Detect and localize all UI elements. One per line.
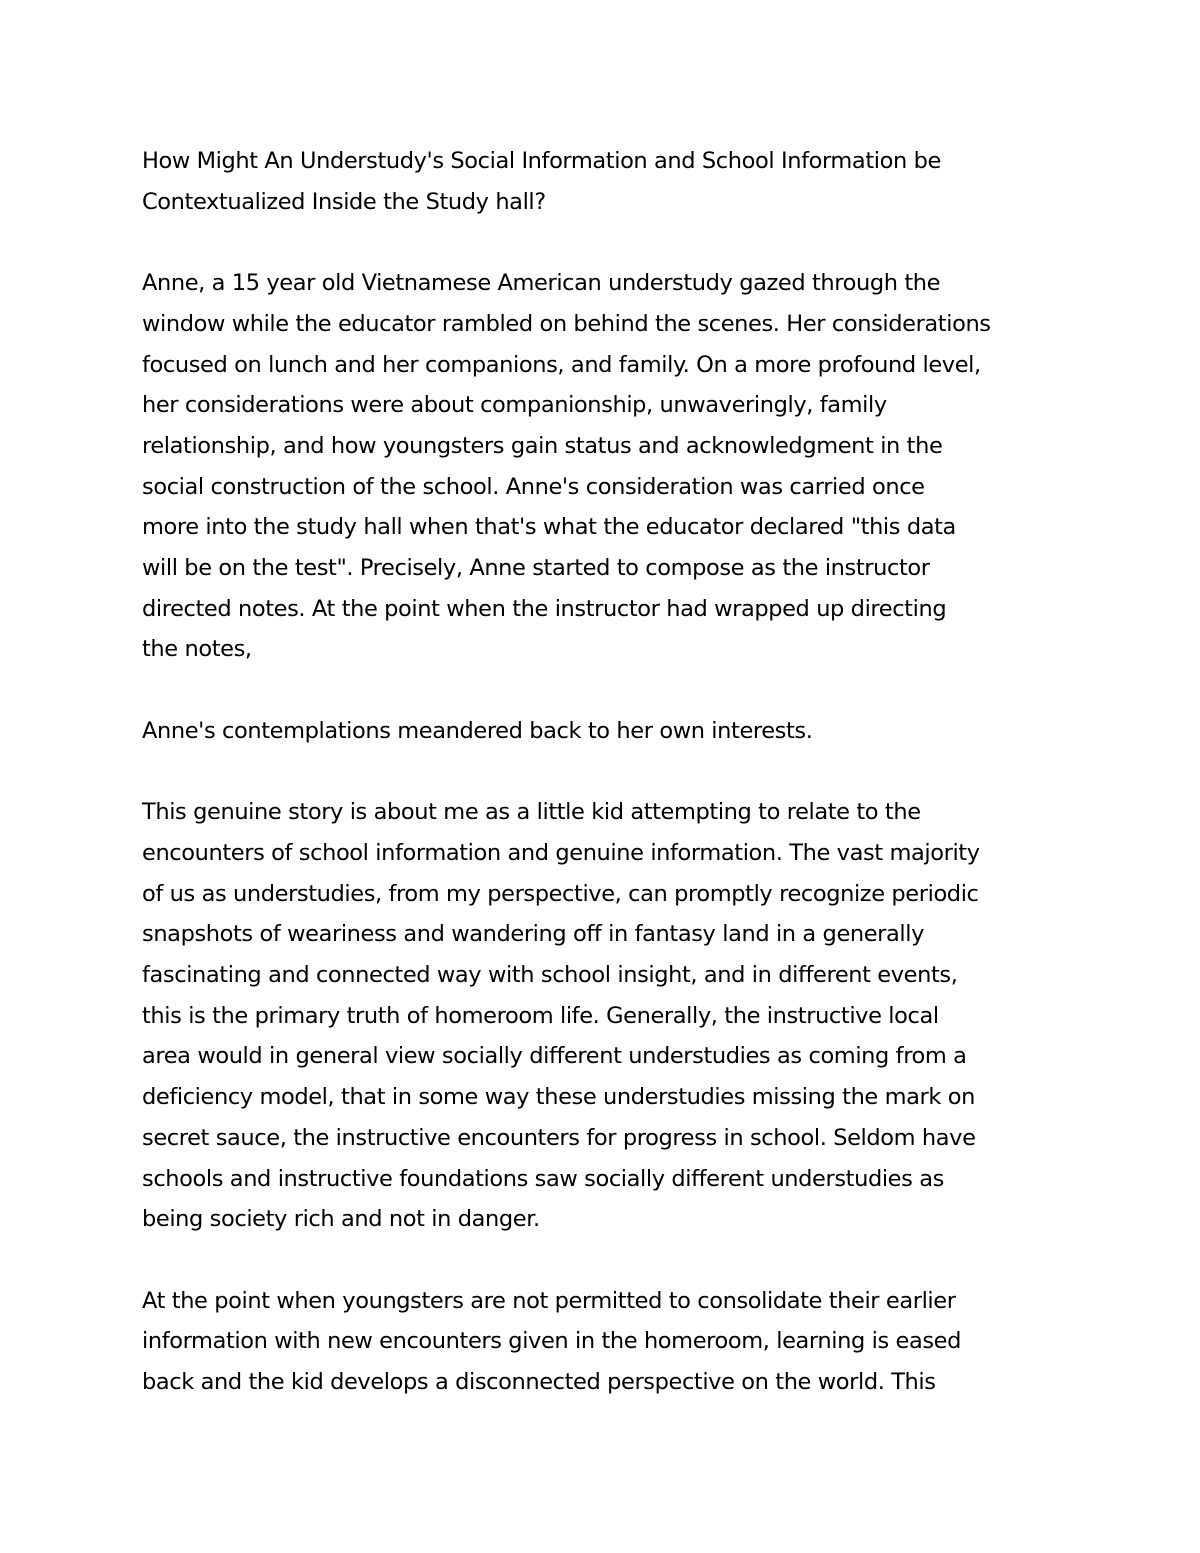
text-line: fascinating and connected way with school insight, and in different events, — [142, 962, 958, 989]
text-line: secret sauce, the instructive encounters for progress in school. Seldom have — [142, 1124, 976, 1151]
paragraph — [142, 263, 1082, 670]
text-line: information with new encounters given in the homeroom, learning is eased — [142, 1328, 961, 1355]
text-line: the notes, — [142, 636, 252, 663]
text-line: How Might An Understudy's Social Information and School Information be — [142, 148, 941, 174]
text-line: deficiency model, that in some way these understudies missing the mark on — [142, 1084, 975, 1111]
text-line: snapshots of weariness and wandering off in fantasy land in a generally — [142, 921, 925, 948]
paragraph — [142, 792, 1082, 1240]
text-line: At the point when youngsters are not permitted to consolidate their earlier — [142, 1287, 956, 1314]
text-line: Contextualized Inside the Study hall? — [142, 188, 546, 215]
text-line: relationship, and how youngsters gain status and acknowledgment in the — [142, 432, 943, 459]
text-line: This genuine story is about me as a little kid attempting to relate to the — [142, 799, 921, 826]
text-line: focused on lunch and her companions, and family. On a more profound level, — [142, 351, 981, 378]
paragraph — [142, 711, 1082, 752]
text-line: being society rich and not in danger. — [142, 1206, 540, 1233]
text-line: of us as understudies, from my perspective, can promptly recognize periodic — [142, 880, 979, 907]
text-line: directed notes. At the point when the instructor had wrapped up directing — [142, 595, 947, 622]
text-line: more into the study hall when that's what the educator declared "this data — [142, 514, 956, 541]
text-line: this is the primary truth of homeroom life. Generally, the instructive local — [142, 1002, 939, 1029]
text-line: social construction of the school. Anne's consideration was carried once — [142, 473, 925, 500]
document-title — [142, 141, 1082, 222]
text-line: her considerations were about companionship, unwaveringly, family — [142, 392, 887, 419]
text-line: encounters of school information and genuine information. The vast majority — [142, 839, 980, 866]
text-line: will be on the test". Precisely, Anne started to compose as the instructor — [142, 555, 930, 582]
text-line: back and the kid develops a disconnected perspective on the world. This — [142, 1369, 936, 1396]
text-line: schools and instructive foundations saw socially different understudies as — [142, 1165, 944, 1192]
text-line: Anne's contemplations meandered back to her own interests. — [142, 717, 813, 744]
document-body — [142, 141, 1082, 1403]
paragraph — [142, 1281, 1082, 1403]
text-line: window while the educator rambled on behind the scenes. Her considerations — [142, 310, 991, 337]
text-line: area would in general view socially different understudies as coming from a — [142, 1043, 967, 1070]
text-line: Anne, a 15 year old Vietnamese American understudy gazed through the — [142, 270, 941, 297]
